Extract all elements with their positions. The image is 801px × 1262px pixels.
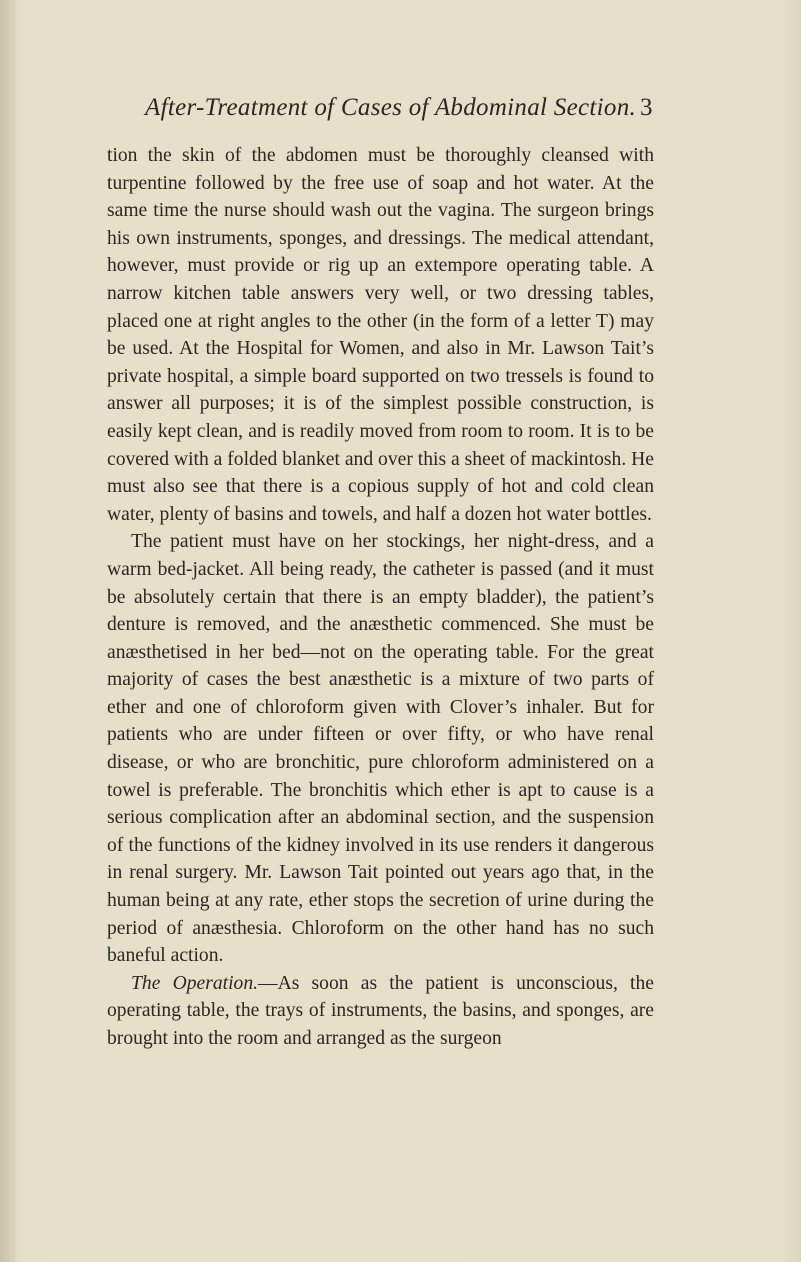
running-head-title: After-Treatment of Cases of Abdominal Section.: [145, 94, 637, 121]
running-head: [0, 94, 801, 134]
page-gutter: [0, 0, 16, 1262]
section-paragraph: [107, 970, 654, 1053]
paragraph-2: The patient must have on her stockings, her night-dress, and a warm bed-jacket. All being ready, the catheter is passed (and it must be absolutely certain that there is an empty bladder), the patient’s denture is removed, and the anæsthetic commenced. She must be anæsthetised in her bed—not on the operating table. For the great majority of cases the best anæsthetic is a mixture of two parts of ether and one of chloroform given with Clover’s inhaler. But for patients who are under fifteen or over fifty, or who have renal disease, or who are bronchitic, pure chloroform administered on a towel is preferable. The bronchitis which ether is apt to cause is a serious complication after an abdominal section, and the suspension of the functions of the kidney involved in its use renders it dangerous in renal surgery. Mr. Lawson Tait pointed out years ago that, in the human being at any rate, ether stops the secretion of urine during the period of anæsthesia. Chloroform on the other hand has no such baneful action.: [107, 531, 654, 967]
body-text: [107, 142, 654, 1053]
paragraph-1: tion the skin of the abdomen must be thoroughly cleansed with turpentine followed by the free use of soap and hot water. At the same time the nurse should wash out the vagina. The surgeon brings his own instruments, sponges, and dressings. The medical attendant, however, must provide or rig up an extempore operating table. A narrow kitchen table answers very well, or two dressing tables, placed one at right angles to the other (in the form of a letter T) may be used. At the Hospital for Women, and also in Mr. Lawson Tait’s private hospital, a simple board supported on two tressels is found to answer all purposes; it is of the simplest possible construction, is easily kept clean, and is readily moved from room to room. It is to be covered with a folded blanket and over this a sheet of mackintosh. He must also see that there is a copious supply of hot and cold clean water, plenty of basins and towels, and half a dozen hot water bottles.: [107, 145, 654, 525]
section-heading: The Operation.: [131, 972, 259, 994]
page-number: 3: [640, 94, 653, 121]
section-text: —As soon as the patient is unconscious, the operating table, the trays of instruments, the basins, and sponges, are brought into the room and arranged as the surgeon: [107, 972, 654, 1049]
